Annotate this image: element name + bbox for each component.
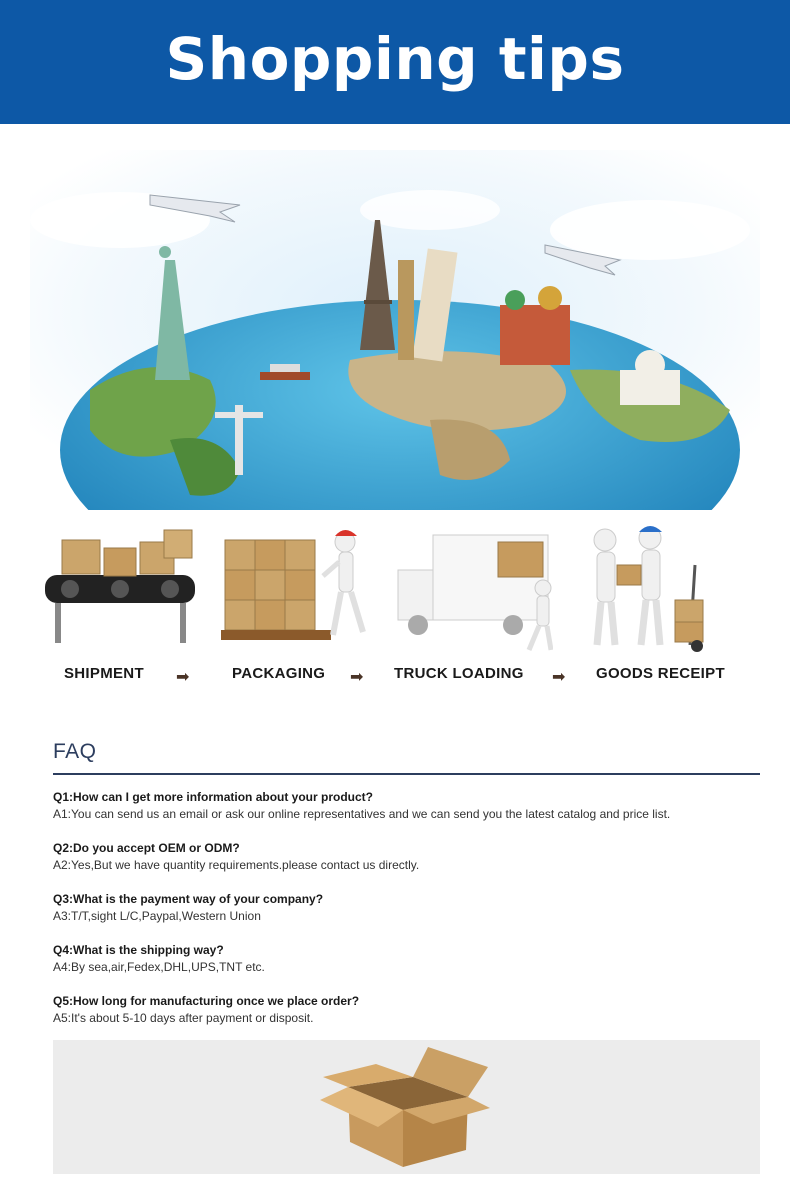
faq-item xyxy=(53,840,760,874)
faq-question: Q1:How can I get more information about your product? xyxy=(53,790,374,804)
faq-item xyxy=(53,942,760,976)
shipment-image xyxy=(40,520,200,660)
faq-answer: A5:It's about 5-10 days after payment or disposit. xyxy=(53,1011,314,1025)
faq-title: FAQ xyxy=(53,740,97,763)
faq-question: Q2:Do you accept OEM or ODM? xyxy=(53,841,240,855)
faq-question: Q3:What is the payment way of your company? xyxy=(53,892,324,906)
page-title: Shopping tips xyxy=(165,25,625,93)
faq-answer: A3:T/T,sight L/C,Paypal,Western Union xyxy=(53,909,261,923)
faq-item xyxy=(53,891,760,925)
faq-question: Q4:What is the shipping way? xyxy=(53,943,224,957)
globe-illustration xyxy=(30,150,760,510)
step-label-packaging: PACKAGING xyxy=(232,665,326,682)
faq-answer: A1:You can send us an email or ask our online representatives and we can send you the latest catalog and price list. xyxy=(53,807,671,821)
faq-divider xyxy=(53,773,760,775)
arrow-icon: ➡ xyxy=(350,669,364,686)
cardboard-box-icon xyxy=(318,1042,493,1172)
faq-section xyxy=(53,740,760,1044)
goods-receipt-image xyxy=(585,520,745,660)
truck-loading-image xyxy=(393,520,553,660)
arrow-icon: ➡ xyxy=(176,669,190,686)
packaging-image xyxy=(215,520,375,660)
faq-answer: A2:Yes,But we have quantity requirements.please contact us directly. xyxy=(53,858,420,872)
process-steps xyxy=(0,515,790,705)
hero-image xyxy=(30,150,760,510)
faq-question: Q5:How long for manufacturing once we place order? xyxy=(53,994,360,1008)
faq-answer: A4:By sea,air,Fedex,DHL,UPS,TNT etc. xyxy=(53,960,265,974)
faq-item xyxy=(53,993,760,1027)
step-label-goods-receipt: GOODS RECEIPT xyxy=(596,665,725,682)
box-image-panel xyxy=(53,1040,760,1174)
faq-item xyxy=(53,789,760,823)
step-label-truck-loading: TRUCK LOADING xyxy=(394,665,524,682)
arrow-icon: ➡ xyxy=(552,669,566,686)
step-label-shipment: SHIPMENT xyxy=(64,665,144,682)
header-banner xyxy=(0,0,790,124)
